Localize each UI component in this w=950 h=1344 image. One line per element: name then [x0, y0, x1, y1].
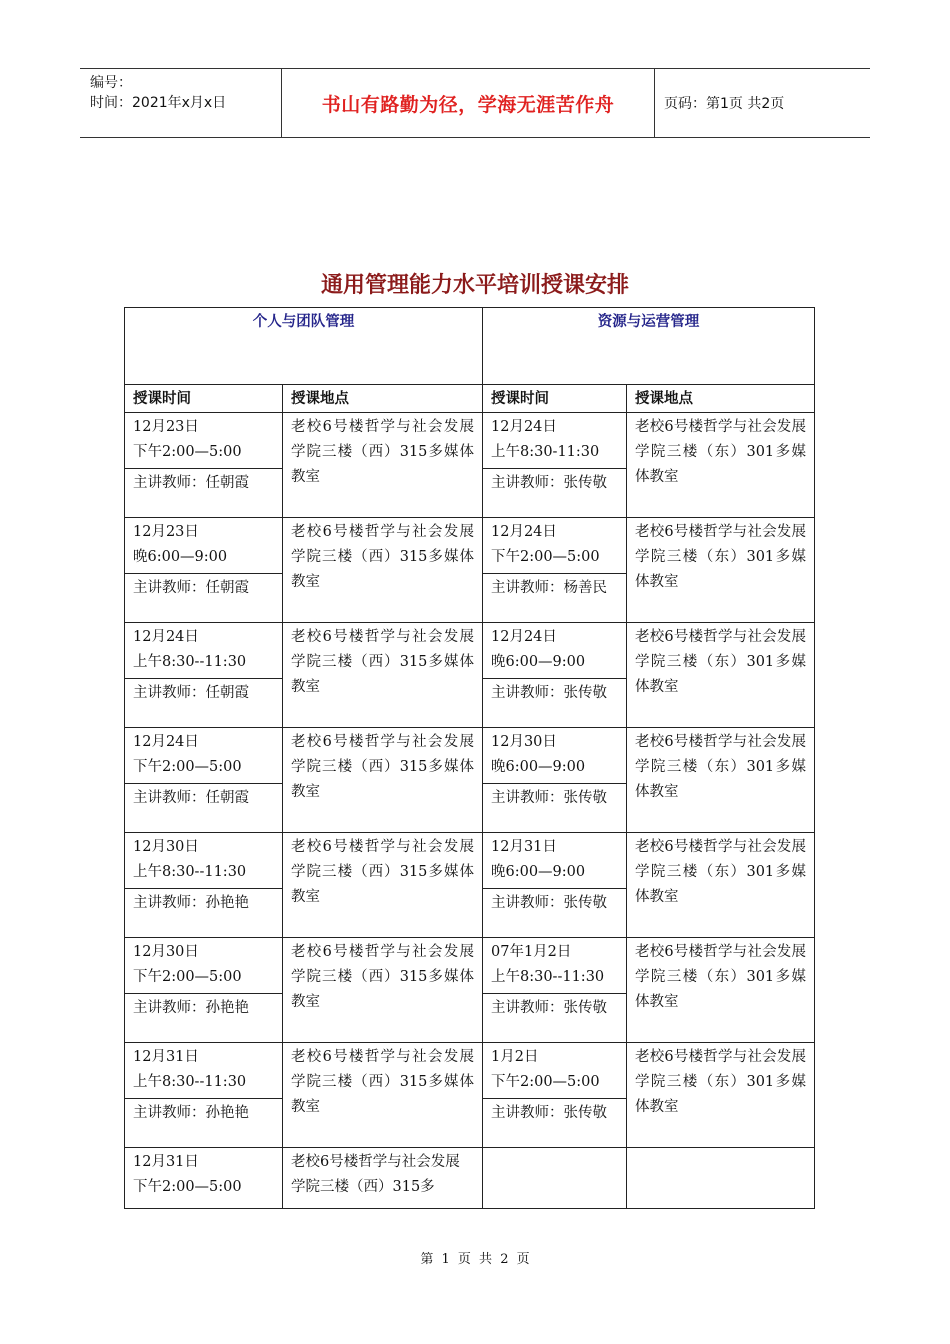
session-date: 12月23日	[133, 524, 199, 540]
session-date: 07年1月2日	[491, 944, 572, 960]
left-teacher-cell: 主讲教师：任朝霞	[125, 574, 283, 623]
session-time: 晚6:00—9:00	[491, 759, 586, 775]
section-right-title: 资源与运营管理	[483, 308, 815, 385]
document-header	[80, 68, 870, 138]
session-time: 晚6:00—9:00	[491, 654, 586, 670]
session-time: 上午8:30-11:30	[491, 444, 600, 460]
left-session-time-cell	[125, 938, 283, 994]
header-meta	[90, 73, 226, 113]
left-teacher-cell: 主讲教师：孙艳艳	[125, 994, 283, 1043]
left-location-cell: 老校6号楼哲学与社会发展学院三楼（西）315多	[283, 1148, 483, 1209]
schedule-row	[125, 1043, 815, 1099]
right-session-time-cell	[483, 1043, 627, 1099]
session-time: 下午2:00—5:00	[133, 444, 242, 460]
left-session-time-cell	[125, 413, 283, 469]
header-divider	[654, 69, 655, 137]
header-motto: 书山有路勤为径，学海无涯苦作舟	[321, 93, 615, 116]
page-title: 通用管理能力水平培训授课安排	[320, 273, 629, 298]
session-time: 下午2:00—5:00	[133, 759, 242, 775]
left-session-time-cell	[125, 623, 283, 679]
right-location-cell: 老校6号楼哲学与社会发展学院三楼（东）301多媒体教室	[627, 1043, 815, 1148]
right-location-cell: 老校6号楼哲学与社会发展学院三楼（东）301多媒体教室	[627, 938, 815, 1043]
header-number-label: 编号：	[90, 75, 132, 91]
left-session-time-cell	[125, 518, 283, 574]
schedule-row	[125, 938, 815, 994]
left-location-cell: 老校6号楼哲学与社会发展学院三楼（西）315多媒体教室	[283, 938, 483, 1043]
right-teacher-cell: 主讲教师：张传敬	[483, 469, 627, 518]
header-page-info: 页码：第1页 共2页	[664, 96, 785, 112]
left-session-time-cell	[125, 728, 283, 784]
right-location-cell: 老校6号楼哲学与社会发展学院三楼（东）301多媒体教室	[627, 623, 815, 728]
empty-cell	[483, 1148, 627, 1209]
right-teacher-cell: 主讲教师：张传敬	[483, 1099, 627, 1148]
session-time: 下午2:00—5:00	[133, 969, 242, 985]
right-location-cell: 老校6号楼哲学与社会发展学院三楼（东）301多媒体教室	[627, 518, 815, 623]
session-time: 晚6:00—9:00	[133, 549, 228, 565]
left-teacher-cell: 主讲教师：任朝霞	[125, 784, 283, 833]
left-session-time-cell	[125, 833, 283, 889]
right-session-time-cell	[483, 728, 627, 784]
schedule-row	[125, 728, 815, 784]
right-location-cell: 老校6号楼哲学与社会发展学院三楼（东）301多媒体教室	[627, 833, 815, 938]
left-teacher-cell: 主讲教师：任朝霞	[125, 679, 283, 728]
left-teacher-cell: 主讲教师：孙艳艳	[125, 1099, 283, 1148]
section-left-title: 个人与团队管理	[125, 308, 483, 385]
session-date: 12月24日	[491, 524, 557, 540]
left-location-cell: 老校6号楼哲学与社会发展学院三楼（西）315多媒体教室	[283, 518, 483, 623]
left-location-cell: 老校6号楼哲学与社会发展学院三楼（西）315多媒体教室	[283, 728, 483, 833]
column-header-time: 授课时间	[483, 385, 627, 413]
session-date: 12月30日	[491, 734, 557, 750]
session-time: 下午2:00—5:00	[491, 549, 600, 565]
session-time: 上午8:30--11:30	[133, 1074, 247, 1090]
schedule-row	[125, 518, 815, 574]
column-header-place: 授课地点	[627, 385, 815, 413]
session-date: 12月23日	[133, 419, 199, 435]
session-time: 下午2:00—5:00	[133, 1179, 242, 1195]
session-date: 12月24日	[491, 419, 557, 435]
schedule-row	[125, 413, 815, 469]
session-date: 12月30日	[133, 944, 199, 960]
right-session-time-cell	[483, 518, 627, 574]
right-teacher-cell: 主讲教师：张传敬	[483, 994, 627, 1043]
left-teacher-cell: 主讲教师：任朝霞	[125, 469, 283, 518]
right-location-cell: 老校6号楼哲学与社会发展学院三楼（东）301多媒体教室	[627, 413, 815, 518]
schedule-table	[124, 307, 815, 1209]
session-date: 12月24日	[491, 629, 557, 645]
left-location-cell: 老校6号楼哲学与社会发展学院三楼（西）315多媒体教室	[283, 1043, 483, 1148]
section-header-row	[125, 308, 815, 385]
right-session-time-cell	[483, 623, 627, 679]
session-date: 12月30日	[133, 839, 199, 855]
right-teacher-cell: 主讲教师：张传敬	[483, 889, 627, 938]
session-time: 上午8:30--11:30	[133, 864, 247, 880]
schedule-row-last	[125, 1148, 815, 1209]
session-date: 12月31日	[133, 1049, 199, 1065]
right-teacher-cell: 主讲教师：张传敬	[483, 679, 627, 728]
session-date: 12月24日	[133, 734, 199, 750]
column-header-row	[125, 385, 815, 413]
session-date: 12月31日	[133, 1154, 199, 1170]
session-time: 晚6:00—9:00	[491, 864, 586, 880]
right-teacher-cell: 主讲教师：张传敬	[483, 784, 627, 833]
left-teacher-cell: 主讲教师：孙艳艳	[125, 889, 283, 938]
left-location-cell: 老校6号楼哲学与社会发展学院三楼（西）315多媒体教室	[283, 833, 483, 938]
session-date: 12月31日	[491, 839, 557, 855]
left-location-cell: 老校6号楼哲学与社会发展学院三楼（西）315多媒体教室	[283, 623, 483, 728]
left-session-time-cell	[125, 1043, 283, 1099]
left-location-cell: 老校6号楼哲学与社会发展学院三楼（西）315多媒体教室	[283, 413, 483, 518]
left-session-time-cell	[125, 1148, 283, 1209]
right-location-cell: 老校6号楼哲学与社会发展学院三楼（东）301多媒体教室	[627, 728, 815, 833]
right-teacher-cell: 主讲教师：杨善民	[483, 574, 627, 623]
right-session-time-cell	[483, 413, 627, 469]
empty-cell	[627, 1148, 815, 1209]
schedule-row	[125, 623, 815, 679]
session-time: 上午8:30--11:30	[133, 654, 247, 670]
page-footer: 第 1 页 共 2 页	[420, 1252, 530, 1267]
right-session-time-cell	[483, 833, 627, 889]
session-time: 下午2:00—5:00	[491, 1074, 600, 1090]
right-session-time-cell	[483, 938, 627, 994]
column-header-place: 授课地点	[283, 385, 483, 413]
session-date: 12月24日	[133, 629, 199, 645]
header-date: 时间：2021年x月x日	[90, 95, 227, 111]
session-date: 1月2日	[491, 1049, 539, 1065]
session-time: 上午8:30--11:30	[491, 969, 605, 985]
schedule-row	[125, 833, 815, 889]
column-header-time: 授课时间	[125, 385, 283, 413]
